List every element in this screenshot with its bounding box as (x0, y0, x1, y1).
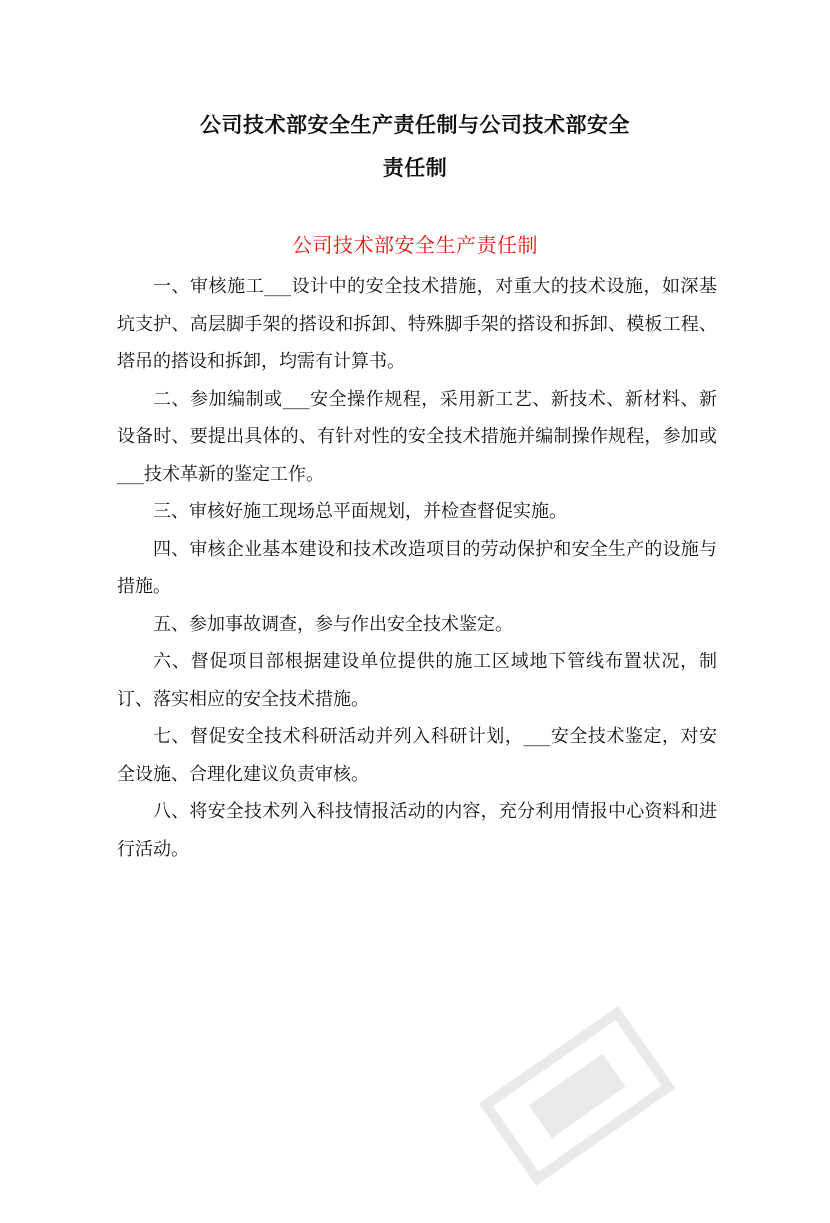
section-subtitle: 公司技术部安全生产责任制 (292, 233, 538, 257)
paragraph-3: 三、审核好施工现场总平面规划，并检查督促实施。 (153, 501, 567, 522)
document-title-line-1: 公司技术部安全生产责任制与公司技术部安全 (200, 113, 630, 137)
watermark-graphic (452, 977, 708, 1223)
paragraph-4: 四、审核企业基本建设和技术改造项目的劳动保护和安全生产的设施与措施。 (117, 538, 717, 597)
paragraph-2: 二、参加编制或___安全操作规程，采用新工艺、新技术、新材料、新设备时、要提出具体的、有针对性的安全技术措施并编制操作规程，参加或___技术革新的鉴定工作。 (117, 388, 717, 485)
paragraph-8: 八、将安全技术列入科技情报活动的内容，充分利用情报中心资料和进行活动。 (117, 801, 717, 860)
paragraph-7: 七、督促安全技术科研活动并列入科研计划，___安全技术鉴定，对安全设施、合理化建议负责审核。 (117, 726, 717, 785)
paragraph-6: 六、督促项目部根据建设单位提供的施工区域地下管线布置状况，制订、落实相应的安全技术措施。 (117, 651, 717, 710)
document-body (117, 268, 717, 868)
paragraph-1: 一、审核施工___设计中的安全技术措施，对重大的技术设施，如深基坑支护、高层脚手架的搭设和拆卸、特殊脚手架的搭设和拆卸、模板工程、塔吊的搭设和拆卸，均需有计算书。 (117, 276, 717, 372)
document-title-line-2: 责任制 (382, 156, 448, 180)
paragraph-5: 五、参加事故调查，参与作出安全技术鉴定。 (153, 613, 513, 635)
